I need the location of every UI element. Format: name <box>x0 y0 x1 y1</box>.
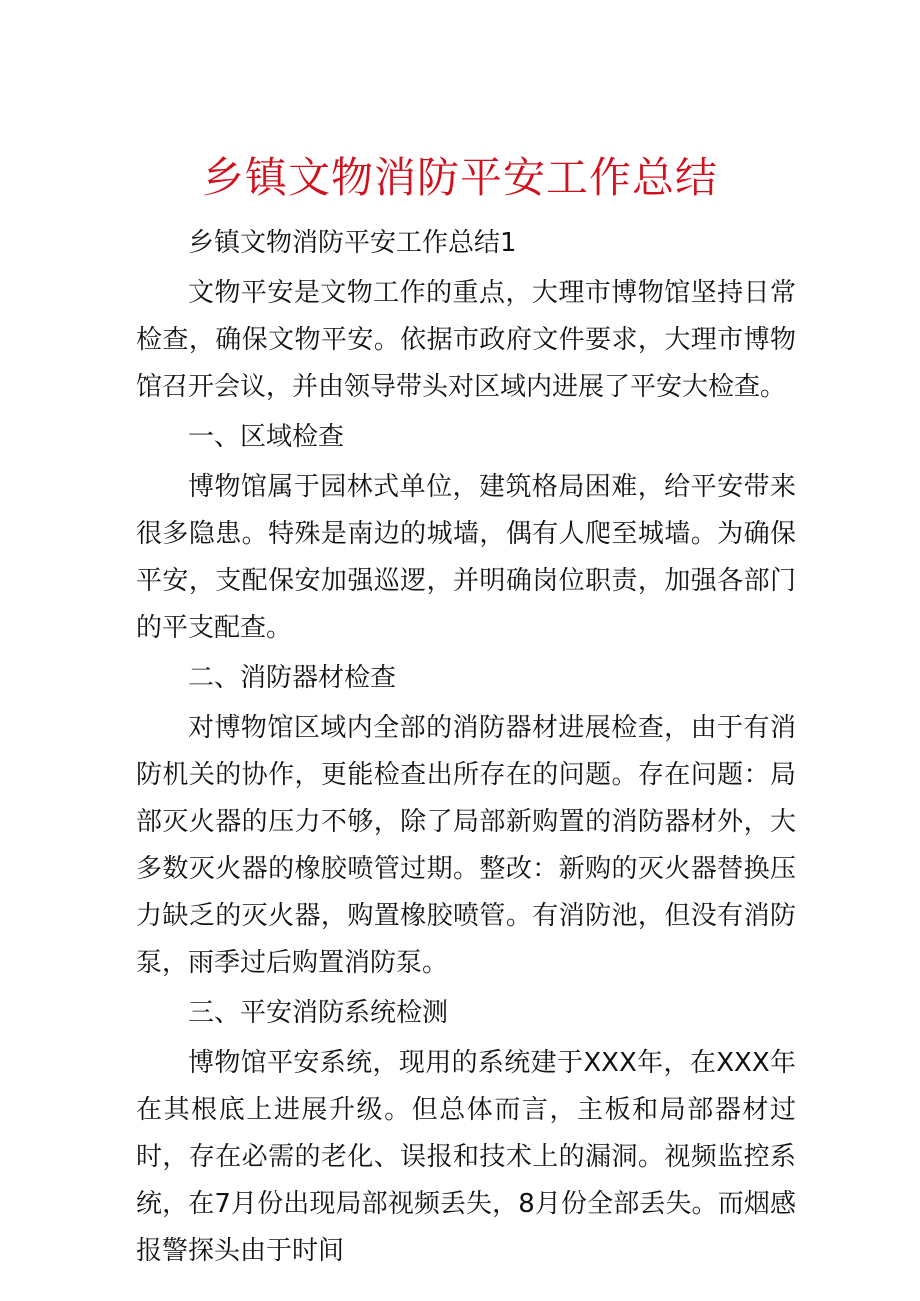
paragraph-intro: 文物平安是文物工作的重点，大理市博物馆坚持日常检查，确保文物平安。依据市政府文件要求，大理市博物馆召开会议，并由领导带头对区域内进展了平安大检查。 <box>136 278 796 402</box>
subtitle: 乡镇文物消防平安工作总结1 <box>188 228 517 258</box>
paragraph-area-check: 博物馆属于园林式单位，建筑格局困难，给平安带来很多隐患。特殊是南边的城墙，偶有人爬至城墙。为确保平安，支配保安加强巡逻，并明确岗位职责，加强各部门的平支配查。 <box>136 472 796 643</box>
section-heading-2: 二、消防器材检查 <box>188 663 397 693</box>
document-body <box>136 220 796 1275</box>
document-title: 乡镇文物消防平安工作总结 <box>201 153 718 202</box>
section-heading-3: 三、平安消防系统检测 <box>188 998 449 1028</box>
paragraph-security-system: 博物馆平安系统，现用的系统建于XXX年，在XXX年在其根底上进展升级。但总体而言，主板和局部器材过时，存在必需的老化、误报和技术上的漏洞。视频监控系统，在7月份出现局部视频丢失，8月份全部丢失。而烟感报警探头由于时间 <box>136 1048 796 1266</box>
section-heading-1: 一、区域检查 <box>188 422 345 452</box>
paragraph-fire-equipment: 对博物馆区域内全部的消防器材进展检查，由于有消防机关的协作，更能检查出所存在的问题。存在问题：局部灭火器的压力不够，除了局部新购置的消防器材外，大多数灭火器的橡胶喷管过期。整改：新购的灭火器替换压力缺乏的灭火器，购置橡胶喷管。有消防池，但没有消防泵，雨季过后购置消防泵。 <box>136 713 796 978</box>
